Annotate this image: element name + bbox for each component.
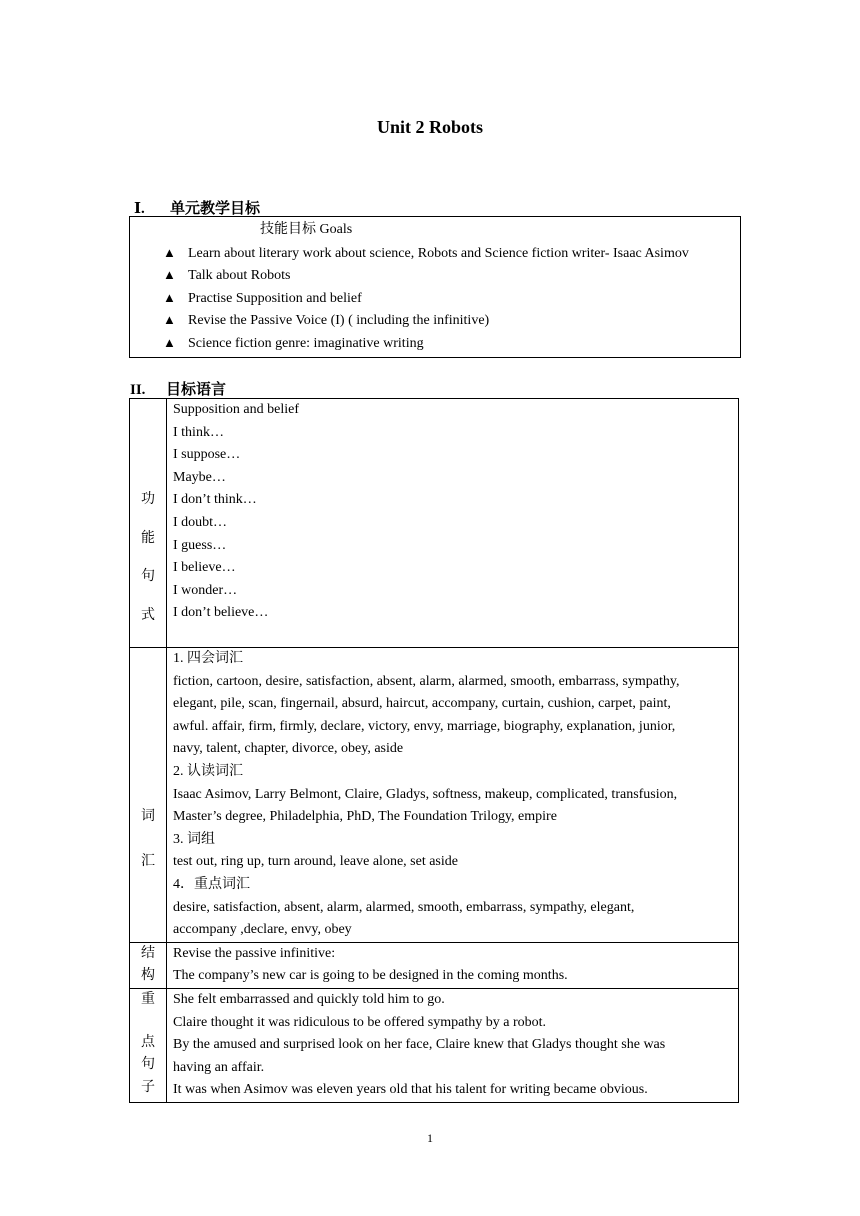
sentences-label-char: 子 bbox=[141, 1079, 155, 1095]
section1-number: Ⅰ. bbox=[134, 201, 145, 217]
function-line: I believe… bbox=[173, 560, 236, 576]
function-line: Maybe… bbox=[173, 469, 226, 485]
vocab-row bbox=[130, 648, 739, 943]
goal-item-text: Learn about literary work about science, Robots and Science fiction writer- Isaac Asimov bbox=[188, 245, 689, 261]
goal-item-text: Science fiction genre: imaginative writing bbox=[188, 335, 424, 351]
vocab-line: test out, ring up, turn around, leave alone, set aside bbox=[173, 854, 458, 870]
function-label bbox=[130, 399, 166, 627]
goal-item-text: Talk about Robots bbox=[188, 268, 291, 284]
vocab-line: 1. 四会词汇 bbox=[173, 651, 243, 666]
function-label-char: 句 bbox=[141, 569, 155, 585]
sentences-line: Claire thought it was ridiculous to be offered sympathy by a robot. bbox=[173, 1014, 547, 1030]
sentences-label bbox=[130, 989, 166, 1099]
vocab-content bbox=[167, 648, 739, 943]
function-line: I guess… bbox=[173, 537, 227, 553]
section1-title: 单元教学目标 bbox=[170, 201, 261, 217]
triangle-bullet-icon: ▲ bbox=[163, 312, 176, 328]
structure-label-char: 构 bbox=[141, 968, 155, 984]
triangle-bullet-icon: ▲ bbox=[163, 289, 176, 305]
vocab-line: elegant, pile, scan, fingernail, absurd, haircut, accompany, curtain, cushion, carpet, paint, bbox=[173, 696, 671, 712]
sentences-label-char: 重 bbox=[141, 991, 155, 1007]
vocab-label-char: 汇 bbox=[141, 853, 155, 869]
vocab-label bbox=[130, 648, 166, 873]
sentences-row bbox=[130, 988, 739, 1102]
structure-content bbox=[167, 942, 739, 988]
goals-table bbox=[129, 216, 741, 358]
vocab-line: fiction, cartoon, desire, satisfaction, absent, alarm, alarmed, smooth, embarrass, sympathy, bbox=[173, 673, 680, 689]
function-label-char: 能 bbox=[141, 530, 155, 546]
goal-item-text: Revise the Passive Voice (I) ( including the infinitive) bbox=[188, 313, 490, 329]
sentences-label-char: 句 bbox=[141, 1057, 155, 1073]
vocab-line: navy, talent, chapter, divorce, obey, aside bbox=[173, 741, 404, 757]
function-line: I think… bbox=[173, 424, 224, 440]
goal-item bbox=[130, 332, 740, 355]
document-title: Unit 2 Robots bbox=[376, 117, 483, 137]
sentences-label-char: 点 bbox=[141, 1034, 155, 1050]
section2-number: II. bbox=[130, 382, 146, 398]
section2-heading bbox=[130, 378, 226, 399]
section1-heading bbox=[134, 197, 260, 218]
structure-label-char: 结 bbox=[141, 945, 155, 961]
triangle-bullet-icon: ▲ bbox=[163, 267, 176, 283]
sentences-line: She felt embarrassed and quickly told him to go. bbox=[173, 991, 445, 1007]
structure-line: Revise the passive infinitive: bbox=[173, 945, 336, 961]
function-line: I don’t believe… bbox=[173, 605, 269, 621]
goals-heading: 技能目标 Goals bbox=[260, 222, 353, 237]
function-line: I don’t think… bbox=[173, 492, 257, 508]
section2-title: 目标语言 bbox=[166, 382, 227, 398]
function-line: Supposition and belief bbox=[173, 402, 299, 417]
vocab-line: Isaac Asimov, Larry Belmont, Claire, Gladys, softness, makeup, complicated, transfusion, bbox=[173, 786, 678, 802]
function-row bbox=[130, 399, 739, 648]
vocab-line: Master’s degree, Philadelphia, PhD, The Foundation Trilogy, empire bbox=[173, 809, 557, 825]
vocab-line: awful. affair, firm, firmly, declare, victory, envy, marriage, biography, explanation, junior, bbox=[173, 718, 676, 734]
goal-item bbox=[130, 264, 740, 287]
goal-item bbox=[130, 309, 740, 332]
structure-label bbox=[130, 943, 166, 988]
function-line: I wonder… bbox=[173, 582, 238, 598]
vocab-line: 4．重点词汇 bbox=[173, 876, 250, 892]
function-line: I doubt… bbox=[173, 514, 228, 530]
structure-row bbox=[130, 942, 739, 988]
vocab-label-char: 词 bbox=[141, 809, 155, 824]
function-content bbox=[167, 399, 739, 648]
function-line: I suppose… bbox=[173, 447, 241, 463]
triangle-bullet-icon: ▲ bbox=[163, 244, 176, 260]
goal-item bbox=[130, 287, 740, 310]
function-label-char: 功 bbox=[141, 492, 155, 507]
sentences-line: It was when Asimov was eleven years old that his talent for writing became obvious. bbox=[173, 1082, 648, 1098]
structure-line: The company’s new car is going to be designed in the coming months. bbox=[173, 968, 568, 984]
vocab-line: accompany ,declare, envy, obey bbox=[173, 922, 352, 938]
vocab-line: 3. 词组 bbox=[173, 831, 215, 847]
page-number: 1 bbox=[427, 1131, 433, 1145]
triangle-bullet-icon: ▲ bbox=[163, 334, 176, 350]
goal-item bbox=[130, 242, 740, 265]
goal-item-text: Practise Supposition and belief bbox=[188, 290, 362, 306]
sentences-line: By the amused and surprised look on her face, Claire knew that Gladys thought she was bbox=[173, 1037, 666, 1053]
vocab-line: desire, satisfaction, absent, alarm, alarmed, smooth, embarrass, sympathy, elegant, bbox=[173, 899, 635, 915]
sentences-content bbox=[167, 988, 739, 1102]
sentences-line: having an affair. bbox=[173, 1059, 265, 1075]
function-label-char: 式 bbox=[141, 607, 155, 623]
target-language-table bbox=[129, 398, 739, 1103]
vocab-line: 2. 认读词汇 bbox=[173, 763, 243, 779]
